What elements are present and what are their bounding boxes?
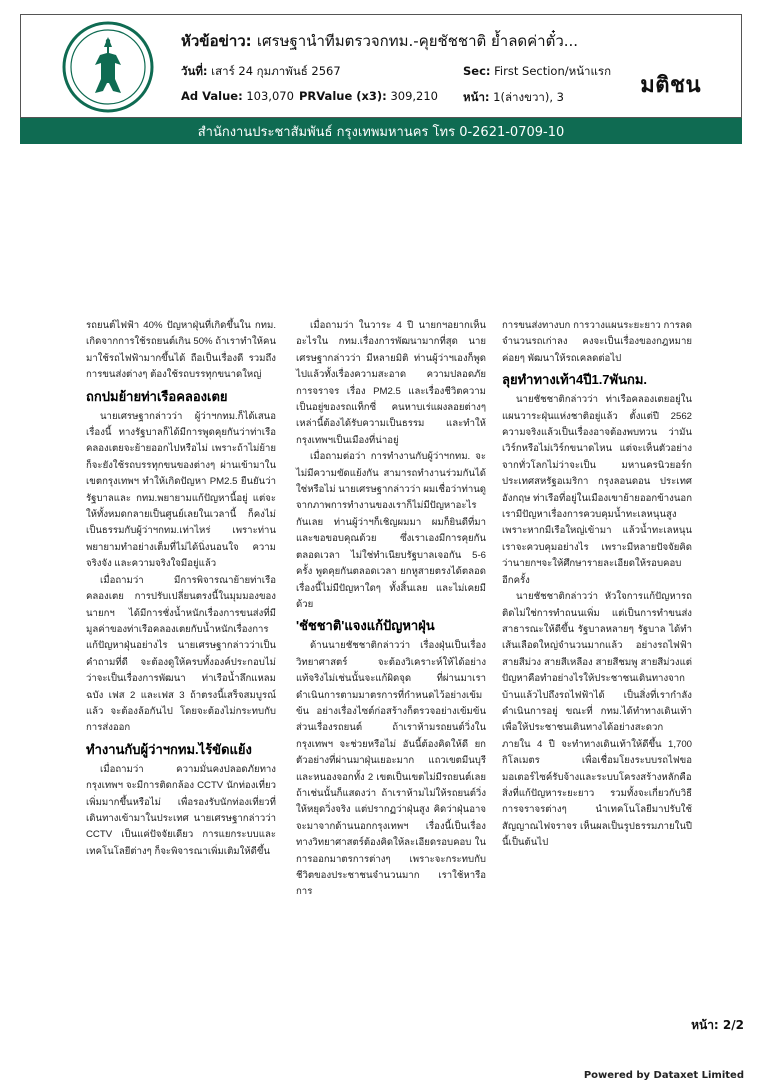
page-label: หน้า:: [463, 90, 490, 104]
publication-logo: มติชน: [640, 73, 701, 98]
subheading: 'ชัชชาติ'แจงแก้ปัญหาฝุ่น: [296, 618, 435, 634]
paragraph: เมื่อถามว่า ความมั่นคงปลอดภัยทางกรุงเทพฯ จะมีการติดกล้อง CCTV นักท่องเที่ยวเพิ่มมากขึ้นหรือไม่ เพื่อรองรับนักท่องเที่ยวที่เดินทางเข้ามาในประเทศ นายเศรษฐากล่าวว่า CCTV เป็นแค่ปัจจัยเดียว การแยกระบบและเทคโนโลยีต่างๆ ก็จะพิจารณาเพิ่มเติมให้ดีขึ้น: [86, 763, 276, 857]
subheading: ทำงานกับผู้ว่าฯกทม.ไร้ขัดแย้ง: [86, 741, 252, 757]
paragraph: เมื่อถามว่า ในวาระ 4 ปี นายกฯอยากเห็นอะไรใน กทม.เรื่องการพัฒนามากที่สุด นายเศรษฐากล่าวว่า มีหลายมิติ ท่านผู้ว่าฯเองก็พูดไปแล้วทั้งเรื่องความสะอาด ความปลอดภัย การจราจร เรื่อง PM2.5 และเรื่องชีวิตความเป็นอยู่ของรถแท็กซี่ คนหาบเร่แผงลอยต่างๆ เหล่านี้ต้องได้รับความเป็นธรรม และทำให้กรุงเทพฯเป็นเมืองที่น่าอยู่: [296, 320, 486, 446]
pr-value: 309,210: [390, 89, 438, 103]
headline: [181, 29, 578, 53]
date-value: เสาร์ 24 กุมภาพันธ์ 2567: [211, 64, 341, 78]
paragraph: การขนส่งทางบก การวางแผนระยะยาว การลดจำนวนรถเก่าลง คงจะเป็นเรื่องของกฎหมายค่อยๆ พัฒนาให้รถเคลดต่อไป: [502, 320, 692, 364]
paragraph: รถยนต์ไฟฟ้า 40% ปัญหาฝุ่นที่เกิดขึ้นใน กทม. เกิดจากการใช้รถยนต์เกิน 50% ถ้าเราทำให้คนมาใช้รถไฟฟ้ามากขึ้นได้ ถือเป็นเรื่องดี รวมถึงการขนส่งต่างๆ ต้องใช้รถบรรทุกขนาดใหญ่: [86, 320, 276, 381]
date-label: วันที่:: [181, 64, 208, 78]
paragraph: เมื่อถามว่า มีการพิจารณาย้ายท่าเรือคลองเตย การปรับเปลี่ยนตรงนี้ในมุมมองของนายกฯ ได้มีการชั่งน้ำหนักเรื่องการขนส่งที่มีมูลค่าของท่าเรือคลองเตยกับน้ำหนักเรื่องการแก้ปัญหาฝุ่นอย่างไร นายเศรษฐากล่าวว่าเป็นคำถามที่ดี จะต้องดูให้ครบทั้งองค์ประกอบไม่ว่าจะเป็นเรื่องการพัฒนา ท่าเรือน้ำลึกแหลมฉบัง เฟส 2 และเฟส 3 ถ้าตรงนี้เสร็จสมบูรณ์แล้ว จะต้องล้อกันไป โดยจะต้องไม่กระทบกับการส่งออก: [86, 574, 276, 734]
section-value: First Section/หน้าแรก: [494, 64, 612, 78]
section-label: Sec:: [463, 64, 491, 78]
headline-value: เศรษฐานำทีมตรวจกทม.-คุยชัชชาติ ย้ำลดค่าตั๋ว...: [256, 32, 579, 50]
paragraph: นายเศรษฐากล่าวว่า ผู้ว่าฯกทม.ก็ได้เสนอเรื่องนี้ ทางรัฐบาลก็ได้มีการพูดคุยกันว่าท่าเรือคลองเตยจะย้ายออกไปหรือไม่ เพราะถ้าไม่ย้ายก็จะยังใช้รถบรรทุกขนของต่างๆ ผ่านเข้ามาในเขตกรุงเทพฯ ทำให้เกิดปัญหา PM2.5 ยืนยันว่ารัฐบาลและ กทม.พยายามแก้ปัญหานี้อยู่ แต่จะให้ทั้งหมดกลายเป็นศูนย์เลยในเวลานี้ ก็คงไม่เป็นธรรมกับผู้ว่าฯกทม.เท่าไหร่ เพราะท่านพยายามทำอย่างเต็มที่ไม่ได้นิ่งนอนใจ ความจริงจัง และความจริงใจมีอยู่แล้ว: [86, 410, 276, 570]
paragraph: นายชัชชาติกล่าวว่า หัวใจการแก้ปัญหารถติดไม่ใช่การทำถนนเพิ่ม แต่เป็นการทำขนส่งสาธารณะให้ดีขึ้น รัฐบาลหลายๆ รัฐบาล ได้ทำเส้นเลือดใหญ่จำนวนมากแล้ว อย่างรถไฟฟ้าสายสีม่วง สายสีเหลือง สายสีชมพู สายสีม่วงแต่ปัญหาคือทำอย่างไรให้ประชาชนเดินทางจากบ้านแล้วไปถึงรถไฟฟ้าได้ เป็นสิ่งที่เรากำลังดำเนินการอยู่ ขณะที่ กทม.ได้ทำทางเดินเท้าเพื่อให้ประชาชนเดินทางได้อย่างสะดวก ภายใน 4 ปี จะทำทางเดินเท้าให้ดีขึ้น 1,700 กิโลเมตร เพื่อเชื่อมโยงระบบรถไฟขอมอเตอร์ไซค์รับจ้างและระบบโครงสร้างหลักคือสิ่งที่แก้ปัญหาระยะยาว รวมทั้งจะเกี่ยวกับวิธีการจราจรต่างๆ นำเทคโนโลยีมาปรับใช้สัญญาณไฟจราจร เห็นผลเป็นรูปธรรมภายในปีนี้เป็นต้นไป: [502, 591, 692, 849]
ad-value-row: [181, 89, 294, 103]
article-column-2: [296, 318, 486, 901]
ad-value: 103,070: [246, 89, 294, 103]
headline-label: หัวข้อข่าว:: [181, 32, 252, 50]
page-indicator: หน้า: 2/2: [691, 1018, 744, 1032]
paragraph: นายชัชชาติกล่าวว่า ท่าเรือคลองเตยอยู่ในแผนวาระฝุ่นแห่งชาติอยู่แล้ว ตั้งแต่ปี 2562 ความจริงแล้วเป็นเรื่องอาจต้องพบทวน ว่ามันเวิร์กหรือไม่เวิร์กขนาดไหน แต่จะเห็นตัวอย่างจากทั่วโลกไม่ว่าจะเป็น มหานครนิวยอร์กประเทศสหรัฐอเมริกา กรุงลอนดอน ประเทศอังกฤษ ท่าเรือที่อยู่ในเมืองเขาย้ายออกข้างนอกเรามีปัญหาเรื่องการควบคุมน้ำทะเลหนุนสูงเพราะหากมีเรือใหญ่เข้ามา แล้วน้ำทะเลหนุนเราจะควบคุมอย่างไร เพราะมีหลายปัจจัยคิดว่านายกฯจะให้ศึกษารายละเอียดให้รอบคอบอีกครั้ง: [502, 394, 692, 586]
section-row: [463, 63, 611, 81]
ad-value-label: Ad Value:: [181, 89, 243, 103]
subheading: ถกปมย้ายท่าเรือคลองเตย: [86, 388, 228, 404]
date-row: [181, 63, 341, 81]
office-contact-bar: สำนักงานประชาสัมพันธ์ กรุงเทพมหานคร โทร 0-2621-0709-10: [20, 118, 742, 144]
clipping-header: [20, 14, 742, 118]
subheading: ลุยทำทางเท้า4ปี1.7พันกม.: [502, 372, 648, 388]
paragraph: ด้านนายชัชชาติกล่าวว่า เรื่องฝุ่นเป็นเรื่องวิทยาศาสตร์ จะต้องวิเคราะห์ให้ได้อย่างแท้จริงไม่เช่นนั้นจะแก้ผิดจุด ที่ผ่านมาเราดำเนินการตามมาตรการที่กำหนดไว้อย่างเข้มข้น อย่างเรื่องไซต์ก่อสร้างก็ตรวจอย่างเข้มข้น ส่วนเรื่องรถยนต์ ถ้าเราห้ามรถยนต์วิ่งในกรุงเทพฯ จะช่วยหรือไม่ อันนี้ต้องคิดให้ดี ยกตัวอย่างที่ผ่านมาฝุ่นเยอะมาก แถวเขตมีนบุรีและหนองจอกทั้ง 2 เขตเป็นเขตไม่มีรถยนต์เลย ถ้าเช่นนั้นก็แสดงว่า ถ้าเราห้ามไม่ให้รถยนต์วิ่ง ให้หยุดวิ่งจริง แต่ปรากฏว่าฝุ่นสูง คิดว่าฝุ่นอาจจะมาจากด้านนอกกรุงเทพฯ เรื่องนี้เป็นเรื่องทางวิทยาศาสตร์ต้องคิดให้ละเอียดรอบคอบ ในการออกมาตรการต่างๆ เพราะจะกระทบกับชีวิตของประชาชนจำนวนมาก เราใช้หารือการ: [296, 640, 486, 898]
page-value: 1(ล่างขวา), 3: [493, 90, 564, 104]
powered-by-label: Powered by Dataxet Limited: [583, 1070, 744, 1081]
pr-value-label: PRValue (x3):: [299, 89, 387, 103]
article-column-3: [502, 318, 692, 852]
pr-value-row: [299, 89, 438, 103]
bangkok-seal-logo: [49, 19, 167, 115]
paragraph: เมื่อถามต่อว่า การทำงานกับผู้ว่าฯกทม. จะไม่มีความขัดแย้งกัน สามารถทำงานร่วมกันได้ใช่หรือไม่ นายเศรษฐากล่าวว่า ผมเชื่อว่าท่านดูจากภาพการทำงานของเราก็ไม่มีปัญหาอะไรกันเลย ท่านผู้ว่าฯก็เชิญผมมา ผมก็ยินดีที่มาและขอขอบคุณด้วย ซึ่งเราเองมีการคุยกันตลอดเวลา ไม่ใช่ทำเนียบรัฐบาลเจอกัน 5-6 ครั้ง พูดคุยกันตลอดเวลา ยกหูสายตรงได้ตลอด เรื่องนี้ไม่มีปัญหาใดๆ ทั้งสิ้นเลย และไม่เคยมีด้วย: [296, 451, 487, 610]
article-column-1: [86, 318, 276, 860]
page-row: [463, 89, 564, 107]
